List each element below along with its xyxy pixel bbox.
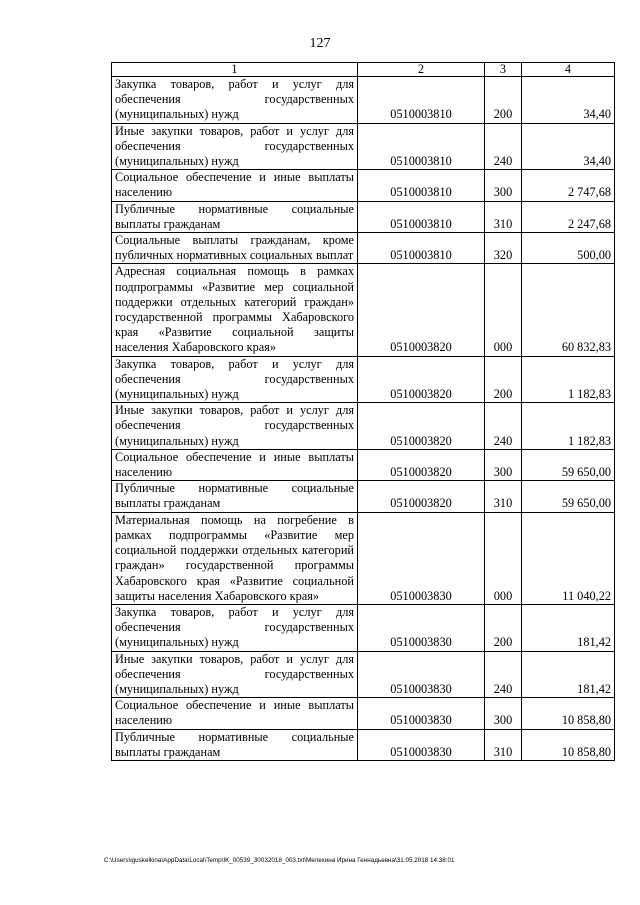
table-row (112, 403, 615, 450)
row-code-cell: 0510003820 (358, 481, 485, 512)
table-row (112, 170, 615, 201)
file-path-footer: C:\Users\iguskelkina\AppData\Local\Temp\IK_00539_30032018_003.txt\Мелехина Ирина Геннадьевна\31.05.2018 14:38:01 (104, 857, 455, 864)
row-code-cell: 0510003810 (358, 233, 485, 264)
row-name-cell: Иные закупки товаров, работ и услуг для обеспечения государственных (муниципальных) нужд (112, 123, 358, 170)
row-amount-cell: 34,40 (522, 123, 615, 170)
row-amount-cell: 181,42 (522, 604, 615, 651)
table-row (112, 729, 615, 760)
table-row (112, 481, 615, 512)
row-name-cell: Материальная помощь на погребение в рамках подпрограммы «Развитие мер социальной поддержки отдельных категорий граждан» государственной программы Хабаровского края «Развитие социальной защиты населения Хабаровского края» (112, 512, 358, 604)
row-code-cell: 0510003830 (358, 512, 485, 604)
row-amount-cell: 59 650,00 (522, 481, 615, 512)
row-amount-cell: 500,00 (522, 233, 615, 264)
row-code-cell: 0510003820 (358, 356, 485, 403)
table-row (112, 123, 615, 170)
row-code-cell: 0510003820 (358, 264, 485, 356)
row-code-cell: 0510003830 (358, 604, 485, 651)
row-expense-type-cell: 310 (485, 201, 522, 232)
row-code-cell: 0510003820 (358, 449, 485, 480)
header-col-4: 4 (522, 63, 615, 77)
header-col-2: 2 (358, 63, 485, 77)
row-name-cell: Социальное обеспечение и иные выплаты населению (112, 170, 358, 201)
budget-table (111, 62, 615, 761)
header-col-3: 3 (485, 63, 522, 77)
row-code-cell: 0510003830 (358, 651, 485, 698)
row-name-cell: Закупка товаров, работ и услуг для обеспечения государственных (муниципальных) нужд (112, 604, 358, 651)
page-number: 127 (309, 36, 331, 51)
row-expense-type-cell: 200 (485, 356, 522, 403)
row-amount-cell: 10 858,80 (522, 698, 615, 729)
row-amount-cell: 181,42 (522, 651, 615, 698)
row-code-cell: 0510003820 (358, 403, 485, 450)
row-amount-cell: 1 182,83 (522, 403, 615, 450)
table-row (112, 77, 615, 124)
table-header-row (112, 63, 615, 77)
row-expense-type-cell: 240 (485, 651, 522, 698)
row-code-cell: 0510003810 (358, 77, 485, 124)
table-row (112, 512, 615, 604)
row-expense-type-cell: 320 (485, 233, 522, 264)
row-name-cell: Публичные нормативные социальные выплаты гражданам (112, 201, 358, 232)
row-name-cell: Социальное обеспечение и иные выплаты населению (112, 449, 358, 480)
table-row (112, 651, 615, 698)
row-expense-type-cell: 000 (485, 264, 522, 356)
row-amount-cell: 60 832,83 (522, 264, 615, 356)
row-expense-type-cell: 300 (485, 449, 522, 480)
table-row (112, 356, 615, 403)
row-code-cell: 0510003830 (358, 729, 485, 760)
row-name-cell: Публичные нормативные социальные выплаты гражданам (112, 729, 358, 760)
row-amount-cell: 34,40 (522, 77, 615, 124)
row-code-cell: 0510003830 (358, 698, 485, 729)
row-name-cell: Иные закупки товаров, работ и услуг для обеспечения государственных (муниципальных) нужд (112, 403, 358, 450)
row-expense-type-cell: 300 (485, 698, 522, 729)
row-code-cell: 0510003810 (358, 201, 485, 232)
row-name-cell: Социальные выплаты гражданам, кроме публичных нормативных социальных выплат (112, 233, 358, 264)
row-expense-type-cell: 000 (485, 512, 522, 604)
table-row (112, 604, 615, 651)
table-row (112, 201, 615, 232)
row-amount-cell: 2 747,68 (522, 170, 615, 201)
row-name-cell: Адресная социальная помощь в рамках подпрограммы «Развитие мер социальной поддержки отдельных категорий граждан» государственной программы Хабаровского края «Развитие социальной защиты населения Хабаровского края» (112, 264, 358, 356)
row-expense-type-cell: 310 (485, 481, 522, 512)
row-amount-cell: 59 650,00 (522, 449, 615, 480)
table-row (112, 264, 615, 356)
row-amount-cell: 11 040,22 (522, 512, 615, 604)
row-amount-cell: 1 182,83 (522, 356, 615, 403)
row-expense-type-cell: 300 (485, 170, 522, 201)
row-expense-type-cell: 240 (485, 403, 522, 450)
row-code-cell: 0510003810 (358, 123, 485, 170)
row-name-cell: Публичные нормативные социальные выплаты гражданам (112, 481, 358, 512)
table-row (112, 449, 615, 480)
table-row (112, 698, 615, 729)
row-name-cell: Закупка товаров, работ и услуг для обеспечения государственных (муниципальных) нужд (112, 77, 358, 124)
row-expense-type-cell: 310 (485, 729, 522, 760)
row-name-cell: Закупка товаров, работ и услуг для обеспечения государственных (муниципальных) нужд (112, 356, 358, 403)
row-name-cell: Социальное обеспечение и иные выплаты населению (112, 698, 358, 729)
row-expense-type-cell: 200 (485, 77, 522, 124)
row-code-cell: 0510003810 (358, 170, 485, 201)
table-row (112, 233, 615, 264)
row-expense-type-cell: 240 (485, 123, 522, 170)
row-amount-cell: 10 858,80 (522, 729, 615, 760)
row-name-cell: Иные закупки товаров, работ и услуг для обеспечения государственных (муниципальных) нужд (112, 651, 358, 698)
row-amount-cell: 2 247,68 (522, 201, 615, 232)
row-expense-type-cell: 200 (485, 604, 522, 651)
header-col-1: 1 (112, 63, 358, 77)
